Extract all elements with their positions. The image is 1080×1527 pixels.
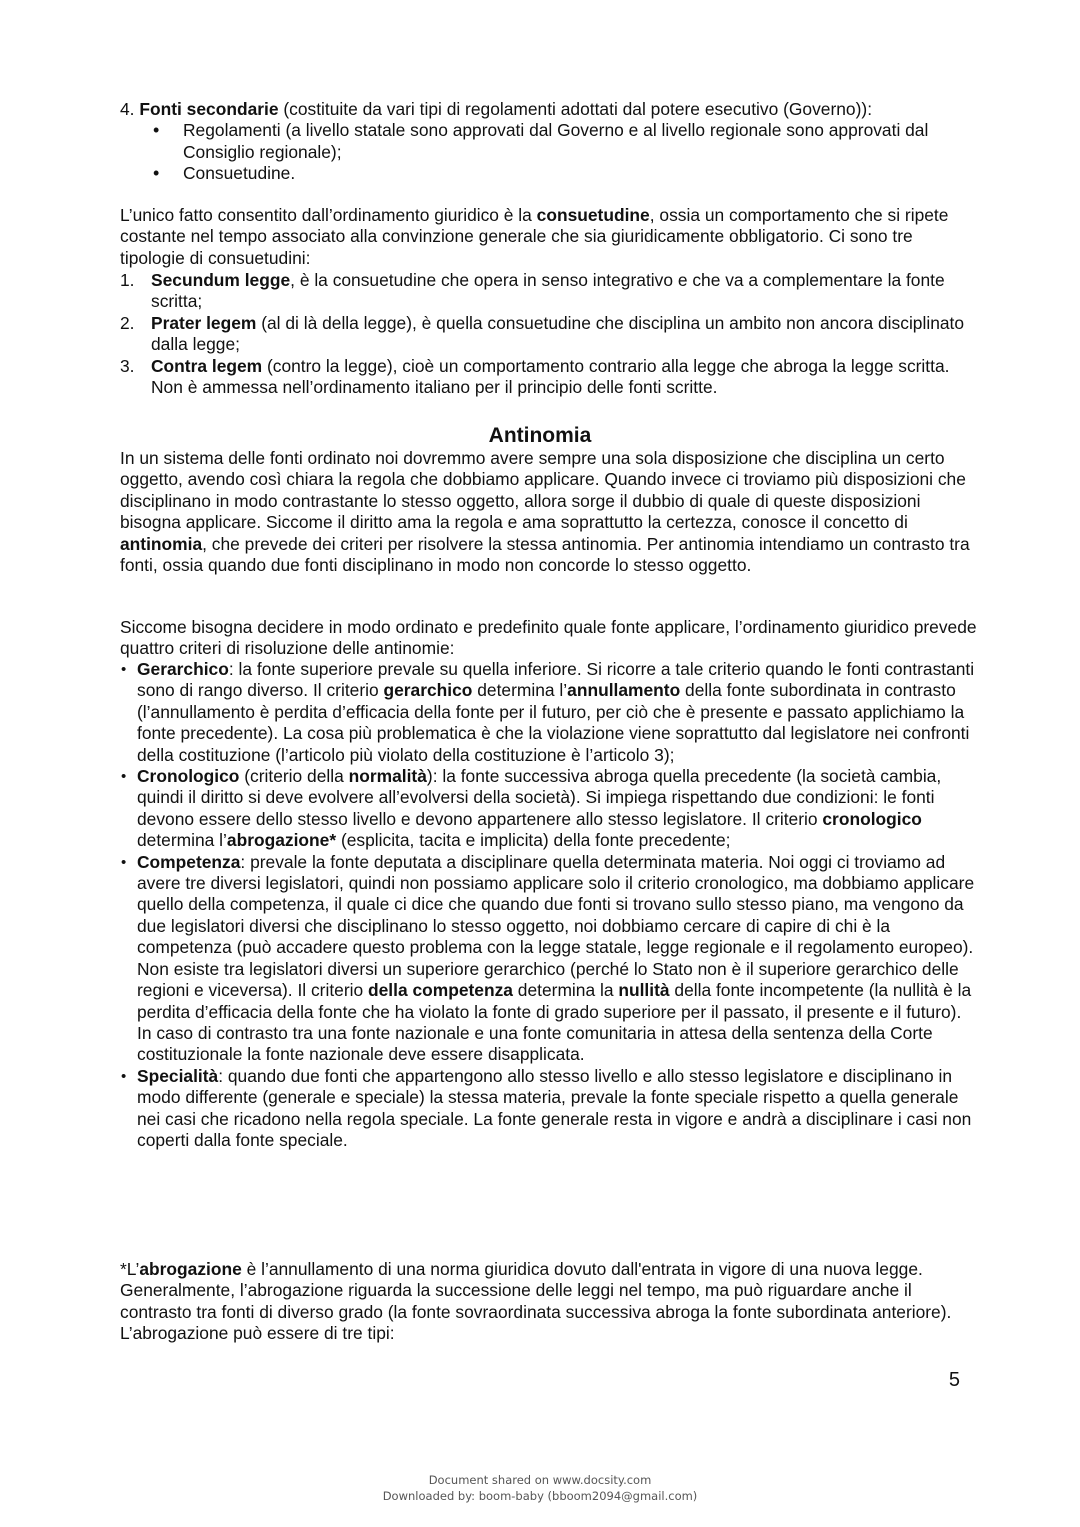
list-item-text: determina l’ (137, 830, 227, 851)
bold-term: Prater legem (151, 312, 257, 333)
bold-term: annullamento (567, 680, 681, 701)
docsity-footer (0, 1472, 1080, 1504)
bold-term: normalità (348, 766, 427, 787)
list-number: 2. (120, 312, 135, 333)
list-item-text: , è la consuetudine che opera in senso integrativo e che va a complementare la fonte scritta; (151, 270, 945, 312)
consuetudine-types-list (120, 270, 980, 398)
bullet-icon: • (153, 163, 160, 184)
section-title-rest: (costituite da vari tipi di regolamenti adottati dal potere esecutivo (Governo)): (278, 99, 873, 119)
bold-term: Specialità (137, 1065, 219, 1086)
bold-term: abrogazione (139, 1259, 242, 1279)
section-number: 4. (120, 99, 135, 119)
bold-term: abrogazione* (226, 830, 337, 851)
list-item-competenza (120, 852, 980, 1066)
list-item (120, 163, 980, 184)
list-item (120, 120, 980, 163)
bold-term: nullità (618, 980, 670, 1001)
footer-downloaded-line: Downloaded by: boom-baby (bboom2094@gmail.com) (382, 1489, 698, 1503)
list-item-text: determina l’ (472, 680, 568, 701)
bullet-icon: • (153, 120, 160, 141)
list-number: 3. (120, 355, 135, 376)
list-item-cronologico (120, 766, 980, 852)
list-item-text: : la fonte superiore prevale su quella inferiore. Si ricorre a tale criterio quando le fonti contrastanti sono di rango diverso. Il criterio (137, 659, 975, 701)
criteria-list (120, 659, 980, 1151)
bold-term: della competenza (368, 980, 513, 1001)
bold-term: Gerarchico (137, 659, 229, 679)
paragraph-text: , ossia un comportamento che si ripete costante nel tempo associato alla convinzione generale che sia giuridicamente obbligatorio. Ci sono tre tipologie di consuetudini: (120, 205, 949, 268)
paragraph-text: In un sistema delle fonti ordinato noi dovremmo avere sempre una sola disposizione che disciplina un certo oggetto, avendo così chiara la regola che dobbiamo applicare. Quando invece ci troviamo più disposizioni che disciplinano in modo contrastante lo stesso oggetto, allora sorge il dubbio di quale di queste disposizioni bisogna applicare. Siccome il diritto ama la regola e ama soprattutto la certezza, conosce il concetto di (120, 448, 966, 533)
paragraph-text: è l’annullamento di una norma giuridica dovuto dall'entrata in vigore di una nuova legge. Generalmente, l’abrogazione riguarda la successione delle leggi nel tempo, ma può riguardare anche il contrasto tra fonti di diverso grado (la fonte sovraordinata successiva abroga la fonte subordinata anteriore). L’abrogazione può essere di tre tipi: (120, 1259, 952, 1344)
antinomia-heading: Antinomia (488, 424, 592, 447)
section-title: Fonti secondarie (139, 99, 279, 119)
bold-term: Secundum legge (151, 270, 291, 290)
bold-term: gerarchico (383, 680, 473, 701)
list-item-gerarchico (120, 659, 980, 766)
list-item-text: ): la fonte successiva abroga quella precedente (la società cambia, quindi il diritto si deve evolvere all’evolversi della società). Si impiega rispettando due condizioni: le fonti devono essere dello stesso livello e devono appartenere allo stesso legislatore. Il criterio (137, 766, 942, 829)
page-number: 5 (948, 1369, 960, 1391)
list-item-text: (criterio della (239, 766, 349, 787)
list-item-text: determina la (512, 980, 619, 1001)
abrogazione-note (120, 1259, 980, 1345)
list-item-text: (esplicita, tacita e implicita) della fonte precedente; (336, 830, 731, 851)
section-heading (120, 99, 980, 120)
paragraph-text: L’unico fatto consentito dall’ordinamento giuridico è la (120, 205, 537, 225)
list-item-text: Consuetudine. (183, 163, 296, 184)
bold-term: antinomia (120, 533, 203, 554)
bullet-icon: • (121, 1067, 127, 1085)
list-item-text: (al di là della legge), è quella consuetudine che disciplina un ambito non ancora disciplinato dalla legge; (151, 312, 965, 355)
list-item-text: Regolamenti (a livello statale sono approvati dal Governo e al livello regionale sono approvati dal Consiglio regionale); (183, 120, 929, 162)
list-item-text: (contro la legge), cioè un comportamento contrario alla legge che abroga la legge scritta. Non è ammessa nell’ordinamento italiano per il principio delle fonti scritte. (151, 355, 950, 398)
paragraph-text: *L’ (120, 1259, 140, 1279)
list-item (120, 313, 980, 356)
paragraph-text: , che prevede dei criteri per risolvere la stessa antinomia. Per antinomia intendiamo un contrasto tra fonti, ossia quando due fonti disciplinano in modo non concorde lo stesso oggetto. (120, 533, 970, 576)
consuetudine-paragraph (120, 205, 980, 269)
list-number: 1. (120, 270, 135, 290)
footer-shared-line: Document shared on www.docsity.com (428, 1473, 652, 1487)
list-item-text: della fonte incompetente (la nullità è la perdita d’efficacia della fonte che ha violato la fonte di grado superiore per il passato, il presente e il futuro). In caso di contrasto tra una fonte nazionale e una fonte comunitaria in attesa della sentenza della Corte costituzionale la fonte nazionale deve essere disapplicata. (137, 980, 972, 1065)
list-item (120, 270, 980, 313)
bullet-icon: • (121, 661, 127, 678)
bold-term: Competenza (137, 851, 241, 872)
bold-term: consuetudine (536, 205, 650, 225)
antinomia-paragraph (120, 448, 980, 576)
bullet-icon: • (121, 853, 127, 871)
bold-term: Contra legem (151, 355, 263, 376)
bold-term: cronologico (822, 808, 922, 829)
bullet-icon: • (121, 768, 127, 786)
list-item-text: della fonte subordinata in contrasto (l’annullamento è perdita d’efficacia della fonte per il futuro, per ciò che è presente e passato applichiamo la fonte precedente). La cosa più problematica è che la violazione viene soprattutto dal legislatore nei confronti della costituzione (l’articolo più violato della costituzione è l’articolo 3); (137, 680, 970, 765)
list-item-specialita (120, 1066, 980, 1152)
list-item (120, 356, 980, 399)
criteria-intro-paragraph: Siccome bisogna decidere in modo ordinato e predefinito quale fonte applicare, l’ordinamento giuridico prevede quattro criteri di risoluzione delle antinomie: (120, 617, 977, 659)
list-item-text: : prevale la fonte deputata a disciplinare quella determinata materia. Noi oggi ci troviamo ad avere tre diversi legislatori, quindi non possiamo applicare solo il criterio cronologico, ma dobbiamo applicare quello della competenza, il quale ci dice che quando due fonti si trovano sullo stesso piano, ma vengono da due legislatori diversi che disciplinano lo stesso oggetto, noi dobbiamo cercare di capire di chi è la competenza (può accadere questo problema con la legge statale, legge regionale e il regolamento europeo). Non esiste tra legislatori diversi un superiore gerarchico (perché lo Stato non è il superiore gerarchico delle regioni e viceversa). Il criterio (137, 851, 975, 1001)
list-item-text: : quando due fonti che appartengono allo stesso livello e allo stesso legislatore e disciplinano in modo differente (generale e speciale) la stessa materia, prevale la fonte speciale rispetto a quella generale nei casi che ricadono nella regola speciale. La fonte generale resta in vigore e andrà a disciplinare i casi non coperti dalla fonte speciale. (137, 1065, 972, 1150)
section-fonti-secondarie (120, 99, 980, 185)
bold-term: Cronologico (137, 766, 240, 787)
